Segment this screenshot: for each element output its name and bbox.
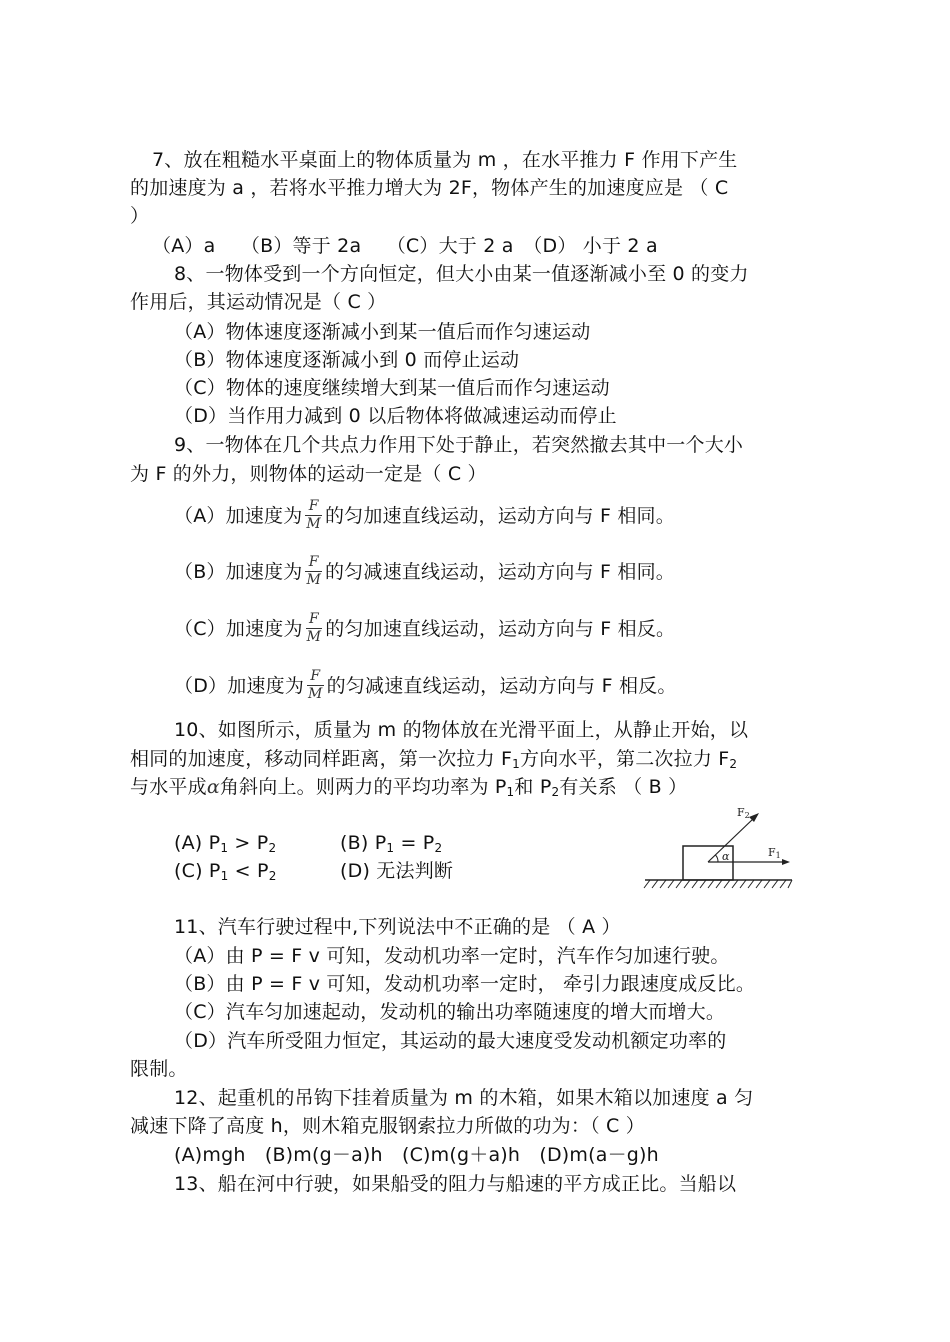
q9-option-a-suffix: 的匀加速直线运动，运动方向与 F 相同。 [324, 505, 675, 527]
q11-option-b: （B）由 P = F v 可知，发动机功率一定时， 牵引力跟速度成反比。 [174, 973, 756, 995]
fraction-denominator: M [308, 686, 323, 702]
q9-option-b-prefix: （B）加速度为 [174, 561, 303, 583]
fraction-f-over-m [307, 669, 324, 702]
q10-line3 [130, 773, 687, 801]
fraction-f-over-m [305, 555, 322, 588]
q7-options: （A）a （B）等于 2a （C）大于 2 a （D） 小于 2 a [152, 235, 658, 257]
fraction-numerator: F [308, 498, 319, 514]
q12-options: (A)mgh (B)m(g－a)h (C)m(g＋a)h (D)m(a－g)h [174, 1144, 659, 1166]
f1-arrowhead [782, 859, 790, 865]
ground-hatching [644, 880, 792, 888]
fraction-denominator: M [306, 629, 322, 645]
angle-arc [716, 855, 719, 862]
q9-line2: 为 F 的外力，则物体的运动一定是（ C ） [130, 463, 487, 485]
q10-option-a-relation: > P [228, 832, 269, 854]
alpha-label: α [722, 850, 730, 863]
fraction-f-over-m [305, 499, 322, 532]
fraction-f-over-m [306, 612, 323, 645]
q8-option-a: （A）物体速度逐渐减小到某一值后而作匀速运动 [174, 321, 591, 343]
q9-line1: 9、一物体在几个共点力作用下处于静止，若突然撤去其中一个大小 [174, 434, 744, 456]
q10-line3-d: 有关系 （ B ） [559, 776, 688, 798]
q10-line3-a: 与水平成 [130, 776, 207, 798]
subscript: 2 [268, 869, 277, 883]
q9-option-d [174, 670, 677, 703]
q8-line1: 8、一物体受到一个方向恒定，但大小由某一值逐渐减小至 0 的变力 [174, 263, 749, 285]
q8-option-b: （B）物体速度逐渐减小到 0 而停止运动 [174, 349, 520, 371]
subscript: 1 [386, 841, 395, 855]
q10-line2-b: 方向水平，第二次拉力 F [520, 748, 730, 770]
q9-option-c-prefix: （C）加速度为 [174, 618, 303, 640]
subscript: 2 [268, 841, 277, 855]
q9-option-c-suffix: 的匀加速直线运动，运动方向与 F 相反。 [325, 618, 676, 640]
q13-line1: 13、船在河中行驶，如果船受的阻力与船速的平方成正比。当船以 [174, 1173, 737, 1195]
subscript: 1 [220, 869, 229, 883]
q9-option-c [174, 613, 675, 646]
fraction-denominator: M [306, 572, 321, 588]
q10-line3-c: 和 P [514, 776, 552, 798]
q9-option-b [174, 556, 675, 589]
q12-line1: 12、起重机的吊钩下挂着质量为 m 的木箱，如果木箱以加速度 a 匀 [174, 1087, 754, 1109]
fraction-denominator: M [306, 516, 321, 532]
q10-option-c [174, 857, 277, 885]
q9-option-a-prefix: （A）加速度为 [174, 505, 303, 527]
q8-line2: 作用后，其运动情况是（ C ） [130, 291, 387, 313]
q10-option-b-text: (B) P [340, 832, 387, 854]
q10-option-c-relation: < P [228, 860, 269, 882]
q11-option-a: （A）由 P = F v 可知，发动机功率一定时，汽车作匀加速行驶。 [174, 945, 730, 967]
subscript: 1 [220, 841, 229, 855]
q10-line2-a: 相同的加速度，移动同样距离，第一次拉力 F [130, 748, 513, 770]
q10-option-a [174, 829, 276, 857]
q10-line3-b: 角斜向上。则两力的平均功率为 P [219, 776, 507, 798]
q10-option-a-text: (A) P [174, 832, 221, 854]
q8-option-d: （D）当作用力减到 0 以后物体将做减速运动而停止 [174, 405, 617, 427]
f2-label: F2 [737, 806, 750, 820]
q12-line2: 减速下降了高度 h，则木箱克服钢索拉力所做的功为：（ C ） [130, 1115, 645, 1137]
q10-option-b-relation: = P [394, 832, 435, 854]
fraction-numerator: F [310, 668, 321, 684]
q9-option-d-prefix: （D）加速度为 [174, 675, 305, 697]
subscript: 1 [512, 757, 521, 771]
q10-option-b [340, 829, 442, 857]
q9-option-a [174, 500, 675, 533]
q7-line1: 7、放在粗糙水平桌面上的物体质量为 m ，在水平推力 F 作用下产生 [152, 149, 738, 171]
subscript: 2 [434, 841, 443, 855]
f2-arrow [708, 818, 754, 862]
q7-line3: ） [130, 205, 150, 227]
q10-option-d: (D) 无法判断 [340, 860, 454, 882]
q11-option-c: （C）汽车匀加速起动，发动机的输出功率随速度的增大而增大。 [174, 1001, 726, 1023]
q9-option-b-suffix: 的匀减速直线运动，运动方向与 F 相同。 [324, 561, 675, 583]
f1-label: F1 [768, 846, 781, 860]
q11-line1: 11、汽车行驶过程中,下列说法中不正确的是 （ A ） [174, 916, 621, 938]
q9-option-d-suffix: 的匀减速直线运动，运动方向与 F 相反。 [326, 675, 677, 697]
subscript: 2 [551, 785, 560, 799]
q10-option-c-text: (C) P [174, 860, 221, 882]
subscript: 1 [506, 785, 515, 799]
q8-option-c: （C）物体的速度继续增大到某一值后而作匀速运动 [174, 377, 610, 399]
force-diagram [640, 800, 800, 895]
q10-line1: 10、如图所示，质量为 m 的物体放在光滑平面上，从静止开始，以 [174, 719, 749, 741]
q7-line2: 的加速度为 a ，若将水平推力增大为 2F，物体产生的加速度应是 （ C [130, 177, 729, 199]
fraction-numerator: F [308, 611, 319, 627]
subscript: 2 [729, 757, 738, 771]
fraction-numerator: F [308, 554, 319, 570]
q10-line2 [130, 745, 737, 773]
alpha-symbol: α [206, 776, 220, 798]
q11-option-d-line2: 限制。 [130, 1058, 188, 1080]
q11-option-d-line1: （D）汽车所受阻力恒定，其运动的最大速度受发动机额定功率的 [174, 1030, 727, 1052]
